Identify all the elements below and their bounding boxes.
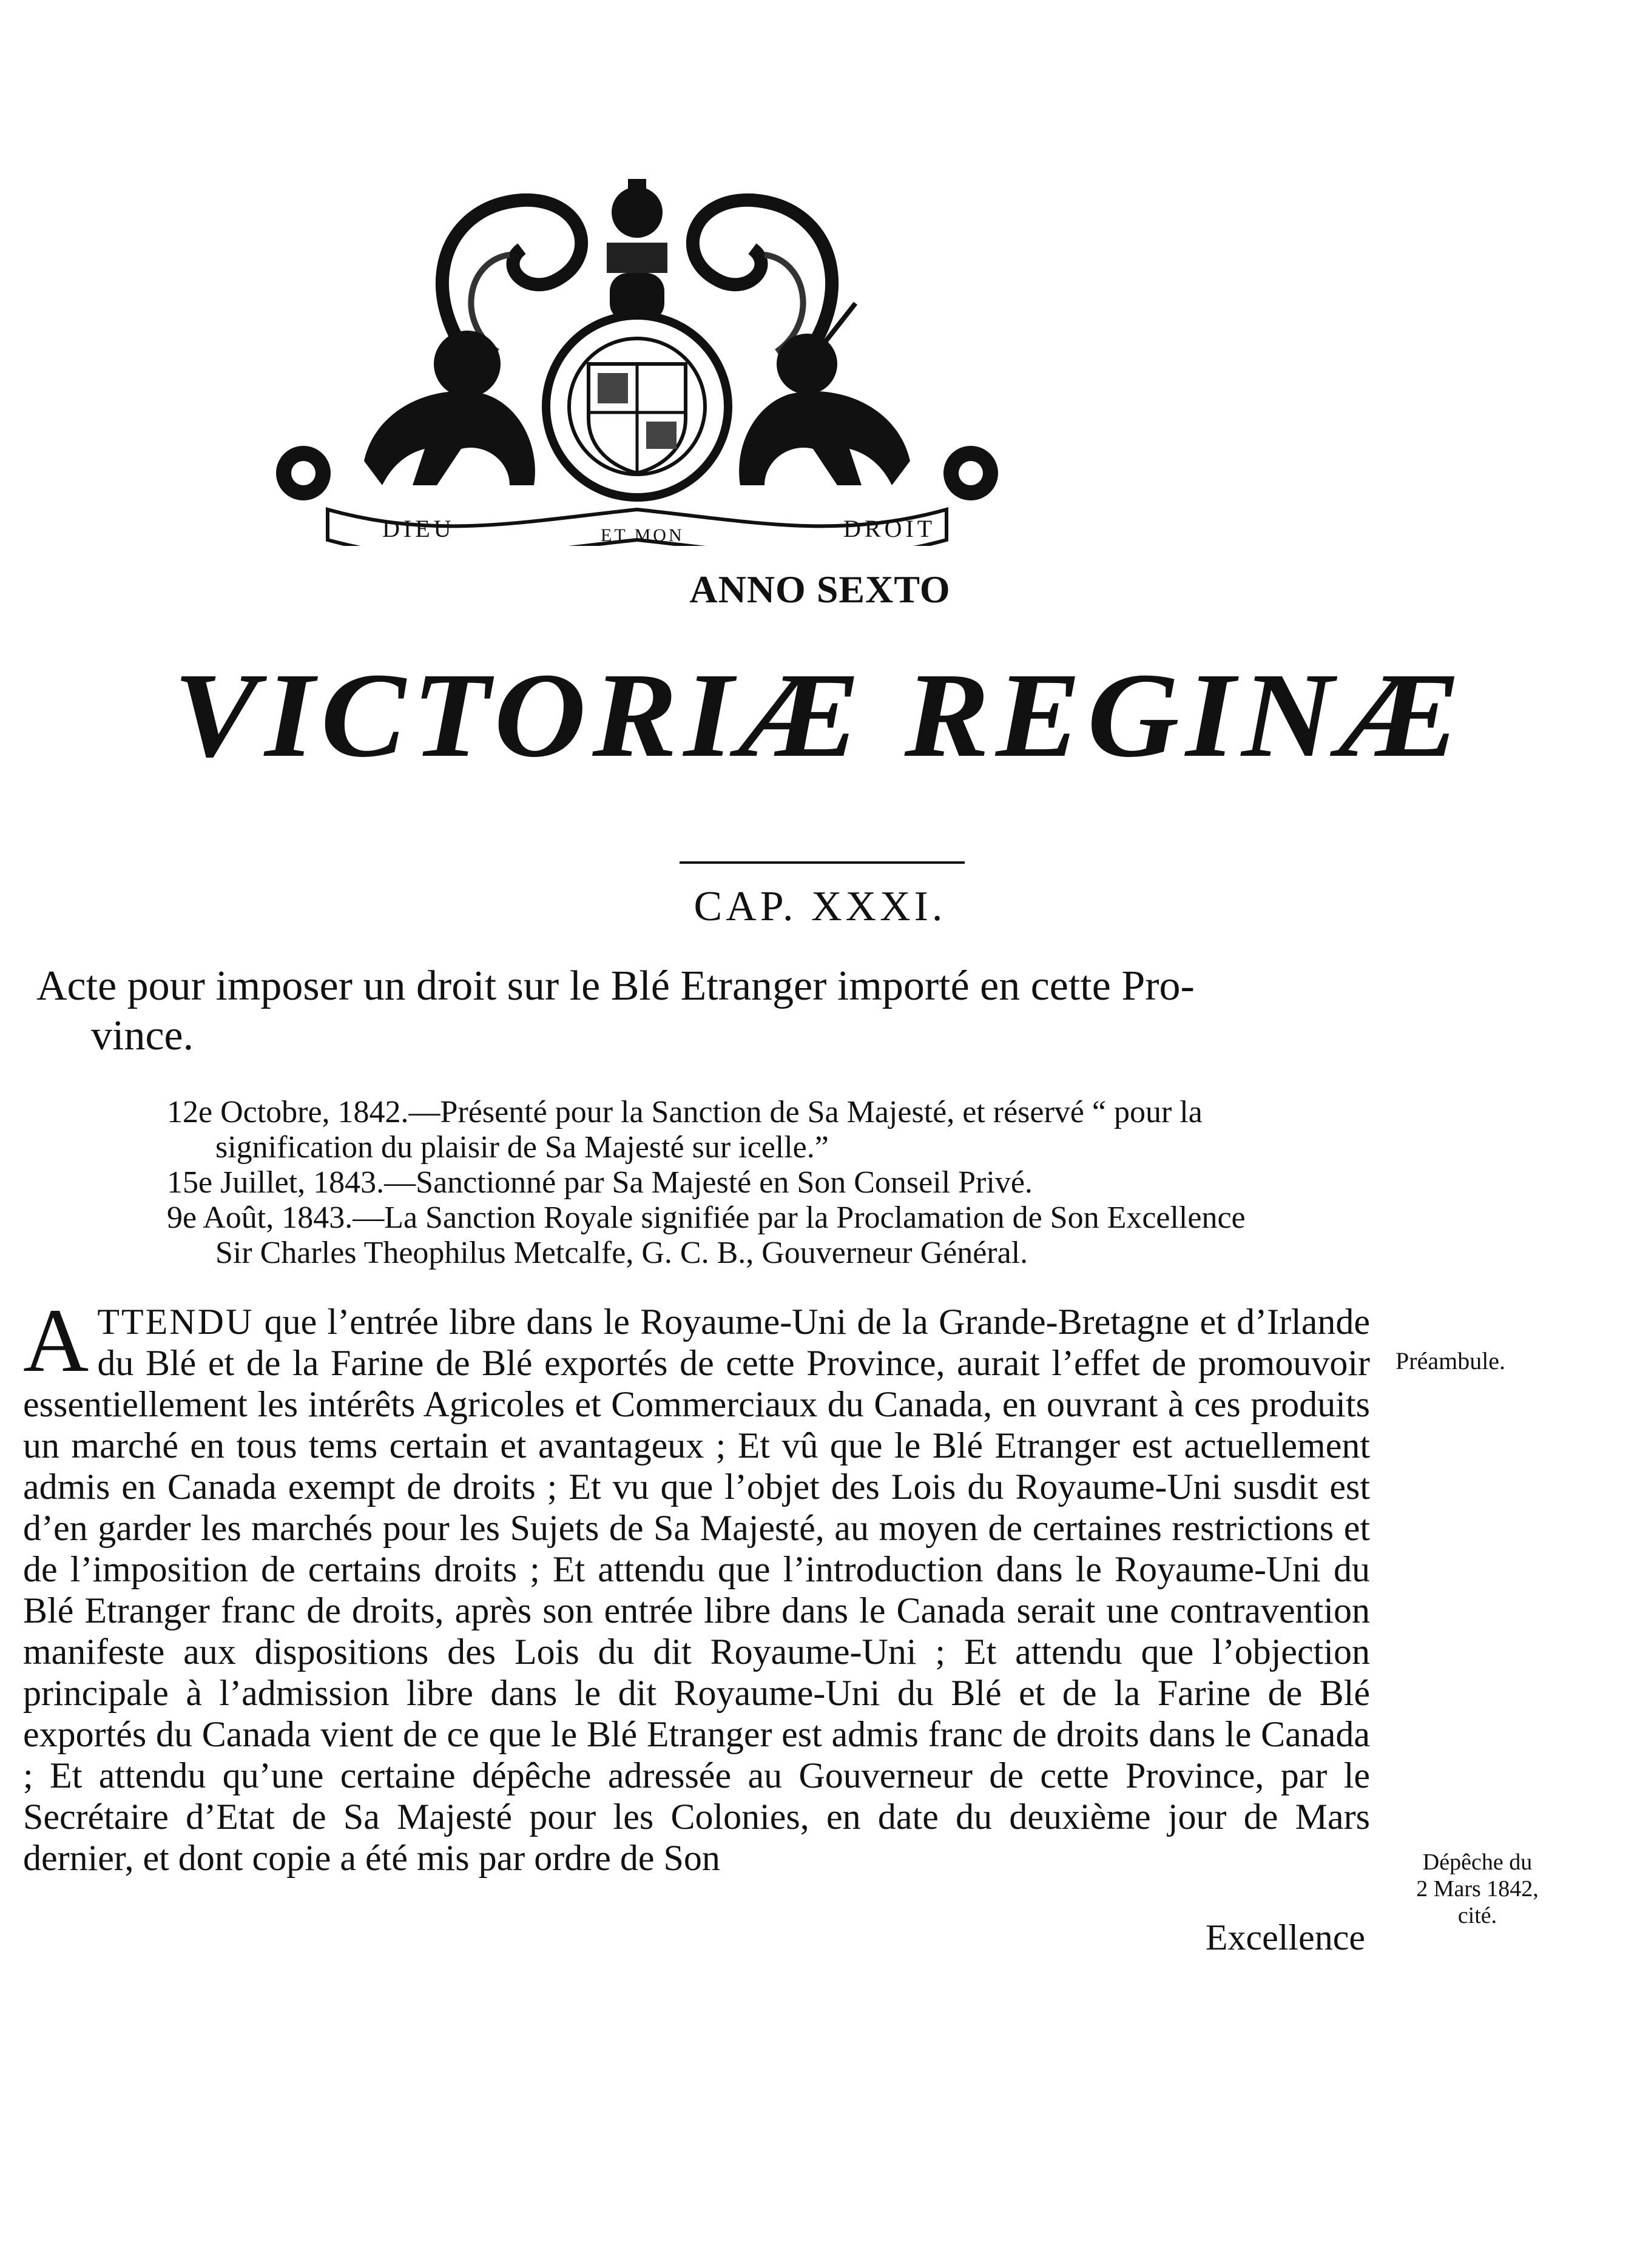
date-text: 12e Octobre, 1842.—Présenté pour la Sanction de Sa Majesté, et réservé “ pour la <box>167 1095 1203 1129</box>
date-continuation: Sir Charles Theophilus Metcalfe, G. C. B., Gouverneur Général. <box>215 1236 1028 1270</box>
margin-note-line: 2 Mars 1842, <box>1416 1876 1539 1902</box>
paragraph-text: que l’entrée libre dans le Royaume-Uni de la Grande-Bretagne et d’Irlande du Blé et de la Farine de Blé exportés de cette Province, aurait l’effet de promouvoir essentiellement les intérêts Agricoles et Commerciaux du Canada, en ouvrant à ces produits un marché en tous tems certain et avantageux ; Et vû que le Blé Etranger est actuellement admis en Canada exempt de droits ; Et vu que l’objet des Lois du Royaume-Uni susdit est d’en garder les marchés pour les Sujets de Sa Majesté, au moyen de certaines restrictions et de l’imposition de certains droits ; Et attendu que l’introduction dans le Royaume-Uni du Blé Etranger franc de droits, après son entrée libre dans le Canada serait une contravention manifeste aux dispositions des Lois du dit Royaume-Uni ; Et attendu que l’objection principale à l’admission libre dans le dit Royaume-Uni du Blé et de la Farine de Blé exportés du Canada vient de ce que le Blé Etranger est admis franc de droits dans le Canada ; Et attendu qu’une certaine dépêche adressée au Gouverneur de cette Province, par le Secrétaire d’Etat de Sa Majesté pour les Colonies, en date du deuxième jour de Mars dernier, et dont copie a été mis par ordre de Son <box>23 1302 1370 1878</box>
margin-note-depeche <box>1377 1849 1578 1929</box>
margin-note-line: cité. <box>1457 1903 1497 1928</box>
date-continuation: signification du plaisir de Sa Majesté sur icelle.” <box>215 1130 829 1165</box>
reign-title: VICTORIÆ REGINÆ <box>173 648 1467 782</box>
royal-coat-of-arms <box>182 121 1092 546</box>
margin-note-preamble: Préambule. <box>1395 1347 1506 1375</box>
date-entry <box>167 1165 1368 1200</box>
motto-et-mon: ET MON <box>601 525 684 545</box>
title-rule <box>680 861 965 864</box>
act-title-line2: vince. <box>91 1012 194 1059</box>
catchword: Excellence <box>1205 1917 1365 1957</box>
motto-droit: DROIT <box>843 515 936 542</box>
anno-heading: ANNO SEXTO <box>689 568 951 611</box>
date-entry <box>167 1200 1368 1271</box>
date-entry <box>167 1095 1368 1165</box>
dates-block <box>167 1095 1368 1271</box>
motto-dieu: DIEU <box>382 515 455 542</box>
preamble-paragraph <box>23 1290 1370 1879</box>
first-word: TTENDU <box>97 1302 254 1342</box>
act-title <box>36 961 1383 1061</box>
chapter-heading: CAP. XXXI. <box>693 883 947 930</box>
date-text: 15e Juillet, 1843.—Sanctionné par Sa Majesté en Son Conseil Privé. <box>167 1165 1033 1200</box>
date-text: 9e Août, 1843.—La Sanction Royale signifiée par la Proclamation de Son Excellence <box>167 1200 1246 1235</box>
drop-cap: A <box>23 1290 89 1391</box>
act-title-line1: Acte pour imposer un droit sur le Blé Etranger importé en cette Pro- <box>36 963 1195 1009</box>
margin-note-line: Dépêche du <box>1422 1849 1533 1875</box>
